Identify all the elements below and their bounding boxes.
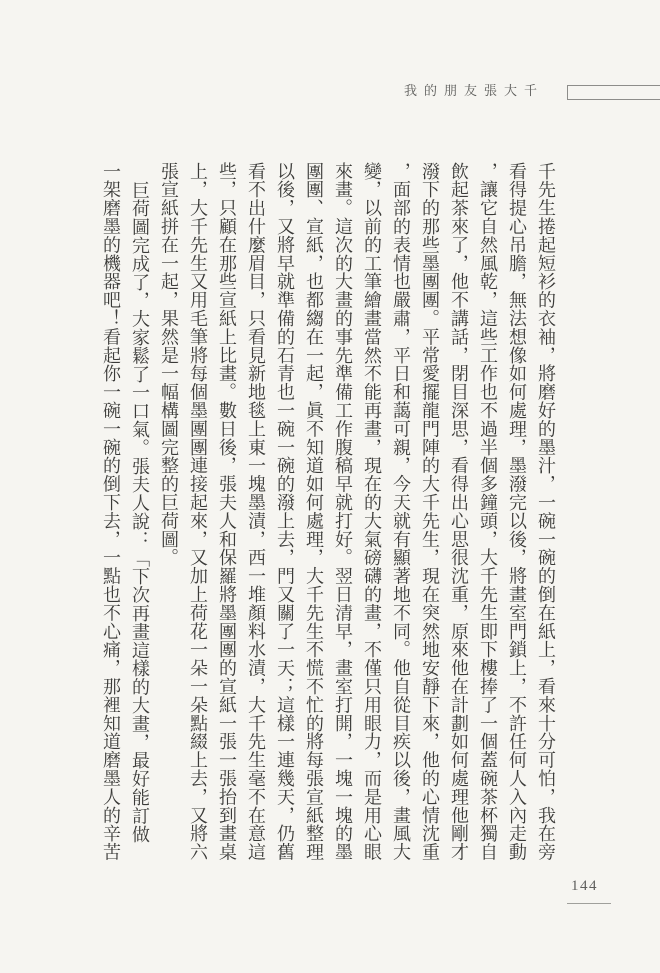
- text-column: 巨荷圖完成了，大家鬆了一口氣。張夫人說：「下次再畫這樣的大畫，最好能訂做: [130, 180, 150, 843]
- text-column: 張宣紙拼在一起，果然是一幅構圖完整的巨荷圖。: [159, 162, 179, 567]
- text-column: 變，以前的工筆繪畫當然不能再畫，現在的大氣磅礴的畫，不僅只用眼力，而是用心眼: [362, 162, 382, 862]
- page-number-rule: [567, 903, 611, 904]
- text-column: 團團、宣紙，也都縐在一起，眞不知道如何處理，大千先生不慌不忙的將每張宣紙整理: [304, 162, 324, 862]
- text-column: ，面部的表情也嚴肅，平日和藹可親，今天就有顯著地不同。他自從目疾以後，畫風大: [391, 162, 411, 862]
- text-column: 飲起茶來了，他不講話，閉目深思，看得出心思很沈重，原來他在計劃如何處理他剛才: [449, 162, 469, 862]
- text-column: 來畫。這次的大畫的事先準備工作腹稿早就打好。翌日清早，畫室打開，一塊一塊的墨: [333, 162, 353, 862]
- text-column: 看不出什麼眉目，只看見新地毯上東一塊墨漬，西一堆顏料水漬，大千先生毫不在意這: [246, 162, 266, 862]
- running-head-rule-box: [567, 85, 660, 100]
- text-column: 一架磨墨的機器吧！看起你一碗一碗的倒下去，一點也不心痛，那裡知道磨墨人的辛苦: [101, 162, 121, 862]
- text-column: 看得提心吊膽，無法想像如何處理，墨潑完以後，將畫室門鎖上，不許任何人入內走動: [507, 162, 527, 862]
- text-column: ，讓它自然風乾，這些工作也不過半個多鐘頭，大千先生即下樓捧了一個蓋碗茶杯獨自: [478, 162, 498, 862]
- text-column: 上，大千先生又用毛筆將每個墨團團連接起來，又加上荷花一朵一朵點綴上去，又將六: [188, 162, 208, 862]
- page-body-text: [96, 162, 560, 862]
- page-number: 144: [571, 878, 598, 894]
- text-column: 些，只顧在那些宣紙上比畫。數日後，張夫人和保羅將墨團團的宣紙一張一張抬到畫桌: [217, 162, 237, 862]
- text-column: 潑下的那些墨團團。平常愛擺龍門陣的大千先生，現在突然地安靜下來，他的心情沈重: [420, 162, 440, 862]
- text-column: 以後，又將早就準備的石青也一碗一碗的潑上去，門又關了一天；這樣一連幾天，仍舊: [275, 162, 295, 862]
- text-column: 千先生捲起短衫的衣袖，將磨好的墨汁，一碗一碗的倒在紙上，看來十分可怕，我在旁: [536, 162, 556, 862]
- running-head-title: 我的朋友張大千: [404, 83, 545, 98]
